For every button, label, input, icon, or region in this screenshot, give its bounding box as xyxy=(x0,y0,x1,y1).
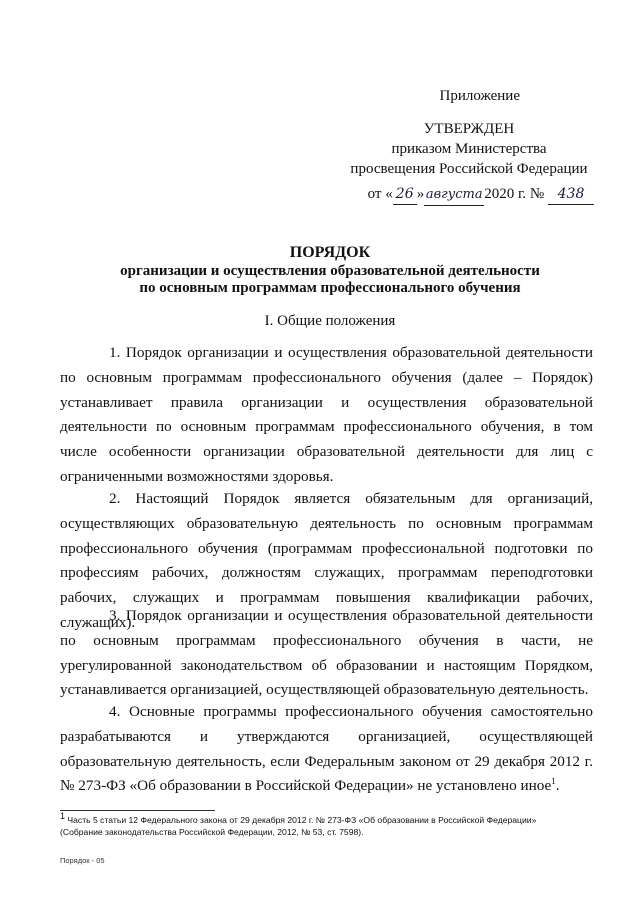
footnote-reference: 1 xyxy=(551,776,556,787)
approved-label: УТВЕРЖДЕН xyxy=(423,121,515,137)
document-title xyxy=(60,244,600,297)
approval-block xyxy=(344,119,594,179)
title-subline-2: по основным программам профессионального обучения xyxy=(139,280,521,296)
title-main: ПОРЯДОК xyxy=(289,244,371,261)
appendix-label: Приложение xyxy=(439,88,520,104)
handwritten-month: августа xyxy=(424,185,484,206)
section-heading: I. Общие положения xyxy=(264,313,396,329)
date-middle: » xyxy=(416,186,425,202)
order-line-2: просвещения Российской Федерации xyxy=(350,161,588,177)
page-footer-label: Порядок - 05 xyxy=(60,856,105,865)
paragraph-2: 2. Настоящий Порядок является обязательным для организаций, осуществляющих образовательную деятельность по основным программам профессионального обучения (программам профессиональной подготовки по профессиям рабочих, должностям служащих, программам переподготовки рабочих, служащих и программам повышения квалификации рабочих, служащих). xyxy=(60,490,593,631)
order-date-line xyxy=(368,184,594,206)
date-year: 2020 г. № xyxy=(484,186,545,202)
footnote-mark: 1 xyxy=(60,811,66,822)
paragraph-1: 1. Порядок организации и осуществления образовательной деятельности по основным программам профессионального обучения (далее – Порядок) устанавливает правила организации и осуществления образовательной деятельности по основным программам профессионального обучения, в том числе особенности организации образовательной деятельности для лиц с ограниченными возможностями здоровья. xyxy=(60,344,593,485)
paragraph-4-end: . xyxy=(555,777,560,795)
date-prefix: от « xyxy=(367,186,393,202)
footnote xyxy=(60,811,580,838)
title-subline-1: организации и осуществления образовательной деятельности xyxy=(120,263,540,279)
paragraph-3: 3. Порядок организации и осуществления образовательной деятельности по основным программам профессионального обучения в части, не урегулированной законодательством об образовании и настоящим Порядком, устанавливается организацией, осуществляющей образовательную деятельность. xyxy=(60,607,593,699)
footnote-text: Часть 5 статьи 12 Федерального закона от 29 декабря 2012 г. № 273-ФЗ «Об образовании в Российской Федерации» (Собрание законодательства Российской Федерации, 2012, № 53, ст. 7598). xyxy=(60,815,537,837)
paragraph-4 xyxy=(60,700,593,799)
footnote-divider xyxy=(60,810,215,811)
handwritten-day: 26 xyxy=(393,184,417,205)
handwritten-order-number: 438 xyxy=(548,184,594,205)
order-line-1: приказом Министерства xyxy=(391,141,547,157)
paragraph-4-text: 4. Основные программы профессионального обучения самостоятельно разрабатываются и утверждаются организацией, осуществляющей образовательную деятельность, если Федеральным законом от 29 декабря 2012 г. № 273-ФЗ «Об образовании в Российской Федерации» не установлено иное xyxy=(60,703,593,795)
